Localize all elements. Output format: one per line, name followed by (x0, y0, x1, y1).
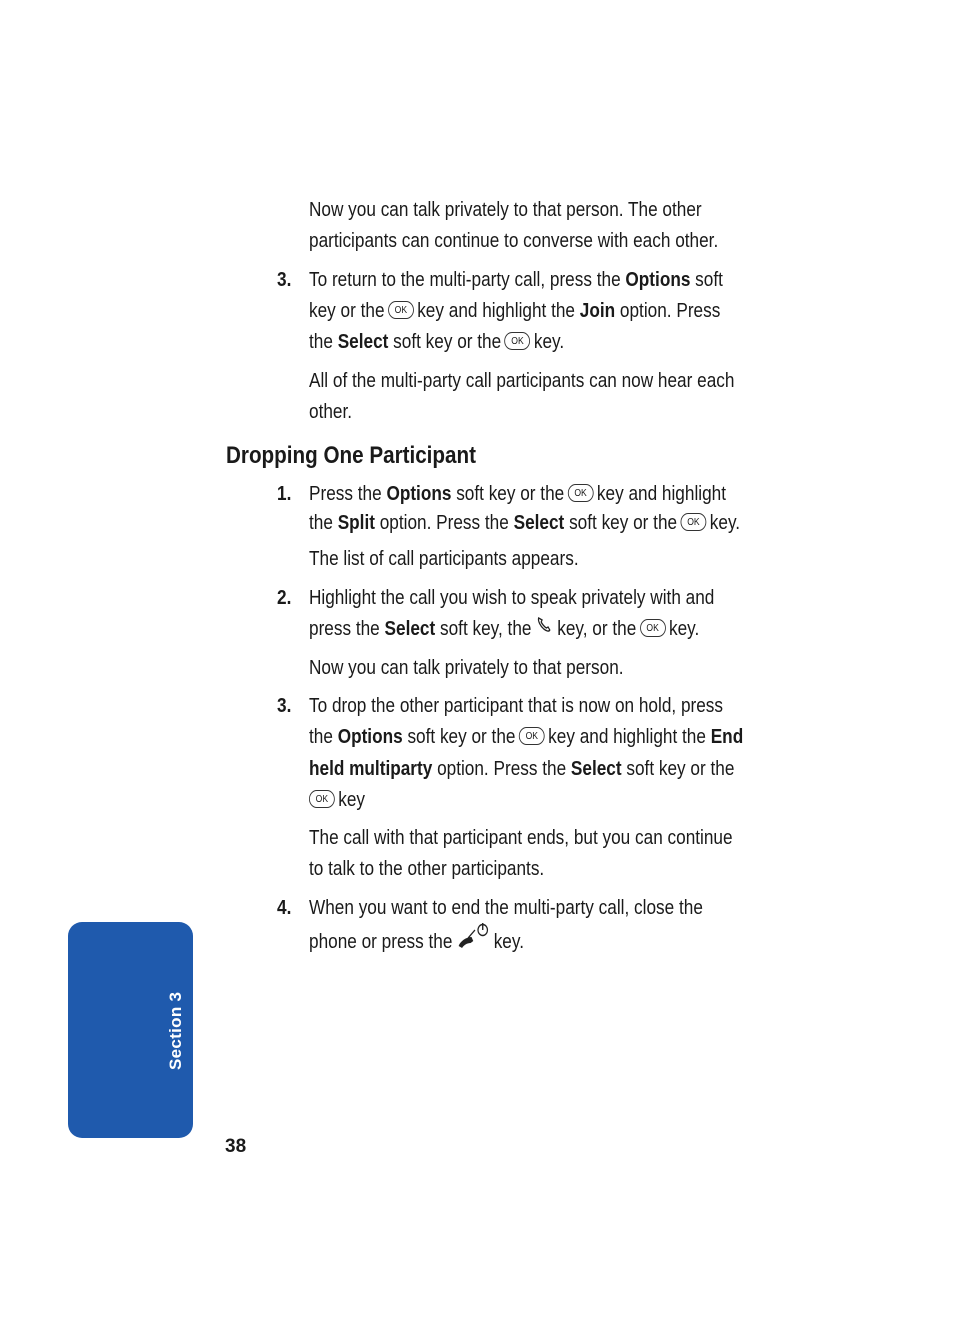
ok-key-icon: OK (640, 619, 666, 637)
ok-key-icon: OK (681, 513, 707, 531)
step-3-line-4: OK key (309, 785, 365, 815)
step-3-note-1: The call with that participant ends, but you can continue (309, 827, 733, 849)
intro-line-1: Now you can talk privately to that person. The other (309, 199, 702, 221)
intro-line-2: participants can continue to converse with each other. (309, 230, 719, 252)
step-3-line-2: the Options soft key or the OK key and highlight the End (309, 726, 744, 748)
step-1-line-2: the Split option. Press the Select soft key or the OK key. (309, 512, 741, 534)
step-2-line-1: Highlight the call you wish to speak privately with and (309, 587, 715, 609)
step-1-note: The list of call participants appears. (309, 548, 579, 570)
step-3-note-2: to talk to the other participants. (309, 858, 545, 880)
step-a-line-2: key or the OK key and highlight the Join option. Press (309, 300, 721, 322)
step-3-line-3: held multiparty option. Press the Select soft key or the (309, 758, 735, 780)
step-a-line-1: To return to the multi-party call, press the Options soft (309, 269, 723, 291)
ok-key-icon: OK (519, 727, 545, 745)
ok-key-icon: OK (505, 332, 531, 350)
end-power-key-icon (456, 922, 490, 959)
step-1-number: 1. (277, 483, 292, 505)
step-a-note-1: All of the multi-party call participants can now hear each (309, 370, 735, 392)
ok-key-icon: OK (388, 301, 414, 319)
ok-key-icon: OK (568, 484, 594, 502)
ok-key-icon: OK (309, 790, 335, 808)
step-3-line-1: To drop the other participant that is now on hold, press (309, 695, 724, 717)
section-heading: Dropping One Participant (226, 442, 476, 469)
step-2-line-2: press the Select soft key, the key, or the OK key. (309, 614, 699, 645)
step-2-note: Now you can talk privately to that person. (309, 657, 624, 679)
send-key-icon (535, 613, 554, 643)
step-1-line-1: Press the Options soft key or the OK key and highlight (309, 483, 726, 505)
step-4-number: 4. (277, 897, 292, 919)
step-a-note-2: other. (309, 401, 353, 423)
step-2-number: 2. (277, 587, 292, 609)
step-a-line-3: the Select soft key or the OK key. (309, 331, 565, 353)
page-number: 38 (225, 1136, 247, 1157)
step-3-number: 3. (277, 695, 292, 717)
step-4-line-1: When you want to end the multi-party call, close the (309, 897, 703, 919)
section-tab-label: Section 3 (166, 991, 185, 1070)
step-a-number: 3. (277, 269, 292, 291)
step-4-line-2: phone or press the key. (309, 924, 524, 961)
